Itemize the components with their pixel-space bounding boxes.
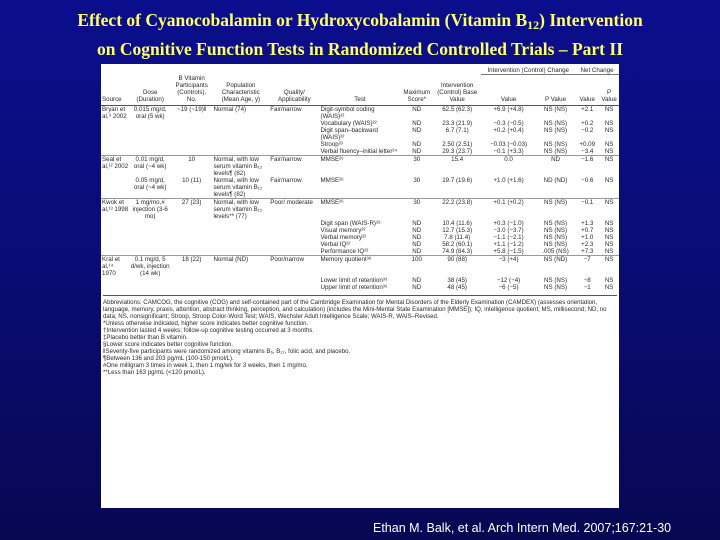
cell-test: Stroop²³ (320, 140, 343, 148)
cell-population: Normal (ND) (212, 255, 269, 277)
cell-net-p: NS (604, 147, 614, 155)
cell-source (101, 284, 129, 291)
cell-dose: 0.015 mg/d, oral (5 wk) (133, 105, 167, 120)
cell-quality (269, 227, 319, 234)
cell-test: Digit span (WAIS-R)²⁸ (320, 219, 381, 227)
cell-max-score: ND (412, 283, 422, 291)
cell-value: +1.0 (+1.6) (493, 176, 524, 184)
cell-participants (171, 127, 213, 141)
cell-dose (129, 148, 171, 156)
table-row (101, 248, 619, 256)
footnote: **Less than 163 pg/mL (<120 pmol/L). (103, 369, 206, 377)
cell-net-value: +1.3 (581, 219, 594, 227)
group-header-intervention: Intervention (Control) Change (481, 64, 575, 75)
cell-quality: Poor/ moderate (269, 198, 319, 220)
cell-value: +0.2 (+0.4) (493, 126, 524, 134)
cell-test: Visual memory²² (320, 226, 366, 234)
cell-test: Memory quotient³⁸ (320, 255, 401, 277)
cell-participants: 10 (171, 155, 213, 177)
cell-value: −6 (−5) (498, 283, 519, 291)
cell-value: +5.8 (−1.5) (493, 247, 524, 255)
cell-net-p: NS (604, 247, 614, 255)
cell-net-value: +0.2 (581, 119, 594, 127)
cell-net-value: −1 (583, 283, 591, 291)
cell-max-score: ND (412, 233, 422, 241)
cell-baseline: 74.9 (84.3) (442, 247, 473, 255)
cell-test: Verbal IQ²² (320, 240, 351, 248)
cell-source (101, 241, 129, 248)
cell-net-p: NS (604, 276, 614, 284)
cell-population (212, 148, 269, 156)
slide-title (0, 8, 720, 61)
cell-max-score: 30 (413, 176, 421, 184)
footnote: #One milligram 3 times in week 1, then 1 mg/wk for 3 weeks, then 1 mg/mo. (103, 362, 308, 370)
cell-baseline: 38 (45) (447, 276, 467, 284)
cell-net-value: −0.6 (581, 176, 594, 184)
cell-p-value: NS (NS) (536, 198, 575, 220)
cell-net-value: −7 (575, 255, 599, 277)
cell-net-value: +2.3 (581, 240, 594, 248)
title-line-1 (0, 8, 720, 37)
cell-baseline: 10.4 (11.6) (442, 219, 472, 227)
cell-baseline: 7.8 (11.4) (444, 233, 471, 241)
cell-net-value: +0.7 (581, 226, 594, 234)
cell-net-p: NS (604, 176, 614, 184)
cell-baseline: 2.50 (2.51) (442, 140, 473, 148)
cell-source: Seal et al,¹² 2002 (101, 155, 129, 177)
cell-baseline: 58.2 (60.1) (442, 240, 473, 248)
cell-population (212, 234, 269, 241)
table-image-panel (101, 64, 619, 508)
table-row (101, 198, 619, 220)
group-header-net: Net Change (575, 64, 619, 75)
cell-dose (129, 141, 171, 148)
cell-dose (129, 127, 171, 141)
footnote: Abbreviations: CAMCOG, the cognitive (COG) and self-contained part of the Cambridge Examination for Mental Disorders of the Elderly Examination (CAMDEX) (assesses orientation, language, memory, praxis, attention, abstract thinking, perception, and calculation) (includes the Mini-Mental State Examination [MMSE]); IQ, intelligence quotient; MS, millisecond; ND, no data; NS, nonsignificant; Stroop, Stroop Color-Word Test; WAIS, Wechsler Adult Intelligence Scale; WAIS-R, WAIS–Revised. (103, 298, 607, 320)
cell-value: +6.9 (+4.8) (493, 105, 524, 113)
table-row (101, 241, 619, 248)
col-participants: B Vitamin Participants (Controls), No. (171, 75, 213, 106)
cell-max-score: ND (412, 240, 422, 248)
col-baseline: Intervention (Control) Base Value (433, 75, 481, 106)
cell-p-value: ND (536, 155, 575, 177)
table-row (101, 227, 619, 234)
cell-net-value: −0.2 (581, 126, 594, 134)
cell-value: −3 (+4) (481, 255, 536, 277)
cell-dose (129, 120, 171, 127)
cell-quality: Poor/narrow (269, 255, 319, 277)
cell-net-p: NS (604, 233, 614, 241)
table-row (101, 148, 619, 156)
cell-max-score: 30 (400, 155, 433, 177)
col-source: Source (101, 75, 129, 106)
cell-max-score: ND (412, 276, 422, 284)
cell-net-value: +1.0 (581, 233, 594, 241)
table-row (101, 155, 619, 177)
cell-participants (171, 141, 213, 148)
cell-net-p: NS (604, 105, 614, 113)
cell-population (212, 220, 269, 227)
cell-source (101, 141, 129, 148)
cell-quality (269, 141, 319, 148)
cell-net-p: NS (604, 126, 614, 134)
cell-dose (129, 248, 171, 256)
cell-max-score: ND (412, 147, 422, 155)
cell-source: Bryan et al,⁹ 2002 (102, 105, 127, 120)
table-row (101, 220, 619, 227)
footnotes (103, 295, 617, 377)
table-body (101, 105, 619, 291)
table-row (101, 127, 619, 141)
cell-test: Digit span–backward (WAIS)²² (320, 126, 378, 141)
table-row (101, 105, 619, 120)
cell-dose (129, 227, 171, 234)
cell-max-score: ND (412, 140, 422, 148)
cell-net-p: NS (599, 198, 619, 220)
table-row (101, 141, 619, 148)
cell-dose (129, 277, 171, 284)
cell-p-value: NS (NS) (544, 126, 568, 134)
cell-dose: 0.05 mg/d, oral (~4 wk) (133, 176, 167, 191)
cell-net-p: NS (604, 240, 614, 248)
cell-test: Digit-symbol coding (WAIS)²² (320, 105, 375, 120)
cell-quality (269, 127, 319, 141)
cell-p-value: NS (NS) (544, 226, 568, 234)
footnote: †Intervention lasted 4 weeks; follow-up cognitive testing occurred at 3 months. (103, 326, 315, 334)
cell-value: −0.1 (+3.3) (493, 147, 524, 155)
cell-source: Kwok et al,¹³ 1998 (101, 198, 129, 220)
cell-population (212, 141, 269, 148)
cell-baseline: 22.2 (23.8) (433, 198, 481, 220)
cell-value: −0.3 (−0.5) (493, 119, 524, 127)
cell-test: Verbal memory²² (320, 233, 367, 241)
col-test: Test (320, 75, 401, 106)
cell-net-p: NS (604, 283, 614, 291)
cell-p-value: NS (NS) (544, 233, 568, 241)
cell-baseline: 19.7 (19.6) (442, 176, 473, 184)
cell-dose (129, 284, 171, 291)
cell-participants (171, 227, 213, 234)
cell-baseline: 90 (88) (433, 255, 481, 277)
title-subscript: 12 (527, 18, 540, 32)
cell-value: −1.1 (−2.1) (493, 233, 524, 241)
footnote: ¶Between 136 and 203 pg/mL (100-150 pmol/L). (103, 355, 234, 363)
cell-quality (269, 220, 319, 227)
cell-max-score: ND (412, 247, 422, 255)
cell-p-value: NS (NS) (544, 140, 568, 148)
cell-participants (171, 234, 213, 241)
cell-dose (129, 220, 171, 227)
cell-participants: ~19 (~19)‖ (176, 105, 207, 113)
title-line-1-tail: ) Intervention (539, 10, 643, 30)
cell-quality: Fair/narrow (269, 155, 319, 177)
cell-value: −12 (−4) (496, 276, 521, 284)
cell-value: 0.0 (481, 155, 536, 177)
cell-source (101, 120, 129, 127)
cell-max-score: 30 (400, 198, 433, 220)
table-row (101, 234, 619, 241)
table-row (101, 277, 619, 284)
cell-p-value: NS (NS) (544, 240, 568, 248)
cell-net-value: −1.6 (575, 155, 599, 177)
cell-test: Upper limit of retention³⁹ (320, 283, 388, 291)
cell-value: +0.1 (+0.2) (481, 198, 536, 220)
cell-quality (269, 120, 319, 127)
col-net-value: Value (575, 75, 599, 106)
cell-baseline: 6.7 (7.1) (445, 126, 469, 134)
cell-net-p: NS (599, 255, 619, 277)
cell-participants (171, 241, 213, 248)
cell-participants (171, 248, 213, 256)
cell-population (212, 277, 269, 284)
cell-quality (269, 277, 319, 284)
cell-source (101, 148, 129, 156)
title-line-1-text: Effect of Cyanocobalamin or Hydroxycobalamin (Vitamin B (77, 10, 528, 30)
cell-p-value: NS (NS) (544, 276, 568, 284)
cell-baseline: 23.3 (21.9) (442, 119, 473, 127)
table-row (101, 120, 619, 127)
cell-p-value: NS (NS) (544, 119, 568, 127)
cell-p-value: NS (NS) (544, 147, 568, 155)
cell-baseline: 12.7 (15.3) (442, 226, 473, 234)
cell-population: Normal, with low serum vitamin B₁₂ levels¶ (82) (212, 155, 269, 177)
cell-population (212, 120, 269, 127)
cell-value: +0.3 (−1.0) (493, 219, 524, 227)
cell-population: Normal (74) (213, 105, 247, 113)
cell-participants: 10 (11) (182, 176, 202, 184)
cell-quality (269, 248, 319, 256)
cell-max-score: ND (412, 226, 422, 234)
cell-participants (171, 284, 213, 291)
cell-baseline: 48 (45) (447, 283, 467, 291)
cell-quality (269, 241, 319, 248)
col-dose: Dose (Duration) (129, 75, 171, 106)
cell-baseline: 15.4 (433, 155, 481, 177)
cell-value: +1.1 (−1.2) (493, 240, 524, 248)
footnote: ‖Seventy-five participants were randomized among vitamins B₆, B₁₂, folic acid, and placebo. (103, 348, 351, 356)
cell-quality (269, 148, 319, 156)
cell-participants (171, 220, 213, 227)
cell-test: MMSE²⁶ (320, 198, 401, 220)
cell-net-p: NS (604, 140, 614, 148)
cell-population (212, 127, 269, 141)
footnote: ‡Placebo better than B vitamin. (103, 333, 188, 341)
cell-quality: Fair/narrow (270, 176, 302, 184)
cell-population (212, 227, 269, 234)
cell-p-value: NS (ND) (536, 255, 575, 277)
cell-test: Verbal fluency–initial letter²⁴ (320, 147, 398, 155)
cell-test: MMSE²⁶ (320, 176, 344, 184)
col-net-p: P Value (599, 75, 619, 106)
cell-population (212, 241, 269, 248)
cell-net-value: −3.4 (581, 147, 594, 155)
cell-test: Lower limit of retention³⁹ (320, 276, 388, 284)
cell-net-value: +2.1 (581, 105, 594, 113)
cell-quality (269, 284, 319, 291)
cell-test: MMSE²⁶ (320, 155, 401, 177)
cell-population: Normal, with low serum vitamin B₁₂ levels¶ (82) (213, 176, 263, 198)
cell-p-value: ND (ND) (543, 176, 568, 184)
cell-net-value: +0.09 (579, 140, 596, 148)
cell-p-value: NS (NS) (544, 219, 568, 227)
cell-source (101, 277, 129, 284)
cell-quality (269, 234, 319, 241)
col-p-value: P Value (536, 75, 575, 106)
cell-net-p: NS (604, 226, 614, 234)
cell-net-p: NS (604, 219, 614, 227)
cell-max-score: ND (412, 119, 422, 127)
cell-dose: 0.1 mg/d, 5 d/wk, injection (14 wk) (130, 255, 170, 277)
cell-participants (171, 148, 213, 156)
cell-baseline: 29.3 (23.7) (442, 147, 473, 155)
table-row (101, 284, 619, 291)
table-row (101, 255, 619, 277)
cell-net-p: NS (604, 119, 614, 127)
cell-participants (171, 277, 213, 284)
col-population: Population Characteristic (Mean Age, y) (212, 75, 269, 106)
col-max-score: Maximum Score* (400, 75, 433, 106)
table-header (101, 64, 619, 105)
cell-max-score: ND (412, 126, 422, 134)
cell-participants: 27 (23) (171, 198, 213, 220)
cell-source (101, 177, 129, 199)
cell-test: Performance IQ²² (320, 247, 369, 255)
cell-dose (129, 234, 171, 241)
cell-p-value: NS (NS) (544, 283, 568, 291)
footnote: §Lower score indicates better cognitive function. (103, 341, 234, 349)
cell-quality: Fair/narrow (270, 105, 302, 113)
cell-max-score: ND (412, 105, 422, 113)
cell-participants: 18 (22) (171, 255, 213, 277)
cell-net-value: +7.3 (581, 247, 594, 255)
citation: Ethan M. Balk, et al. Arch Intern Med. 2007;167:21-30 (373, 521, 672, 535)
cell-population (212, 284, 269, 291)
cell-dose (129, 241, 171, 248)
table-row (101, 177, 619, 199)
results-table (101, 64, 619, 291)
footnote: *Unless otherwise indicated, higher score indicates better cognitive function. (103, 319, 309, 327)
cell-net-p: NS (599, 155, 619, 177)
cell-source (101, 234, 129, 241)
cell-population (212, 248, 269, 256)
title-line-2: on Cognitive Function Tests in Randomized Controlled Trials – Part II (96, 39, 624, 59)
col-value: Value (481, 75, 536, 106)
col-quality: Quality/ Applicability (269, 75, 319, 106)
cell-participants (171, 120, 213, 127)
cell-test: Vocabulary (WAIS)²² (320, 119, 377, 127)
cell-dose: 0.01 mg/d, oral (~4 wk) (129, 155, 171, 177)
cell-value: −0.03 (−0.03) (489, 140, 528, 148)
cell-p-value: .005 (NS) (542, 247, 569, 255)
cell-source: Kral et al,¹⁴ 1970 (101, 255, 129, 277)
cell-p-value: NS (NS) (544, 105, 568, 113)
cell-value: −3.0 (−3.7) (493, 226, 524, 234)
cell-source (101, 220, 129, 227)
cell-source (101, 127, 129, 141)
cell-max-score: ND (412, 219, 422, 227)
cell-baseline: 62.5 (62.3) (442, 105, 473, 113)
cell-net-value: −8 (583, 276, 591, 284)
cell-max-score: 100 (400, 255, 433, 277)
cell-dose: 1 mg/mo,# injection (3-6 mo) (129, 198, 171, 220)
cell-net-value: −0.1 (575, 198, 599, 220)
cell-population: Normal, with low serum vitamin B₁₂ levels** (77) (212, 198, 269, 220)
cell-source (101, 227, 129, 234)
cell-source (101, 248, 129, 256)
